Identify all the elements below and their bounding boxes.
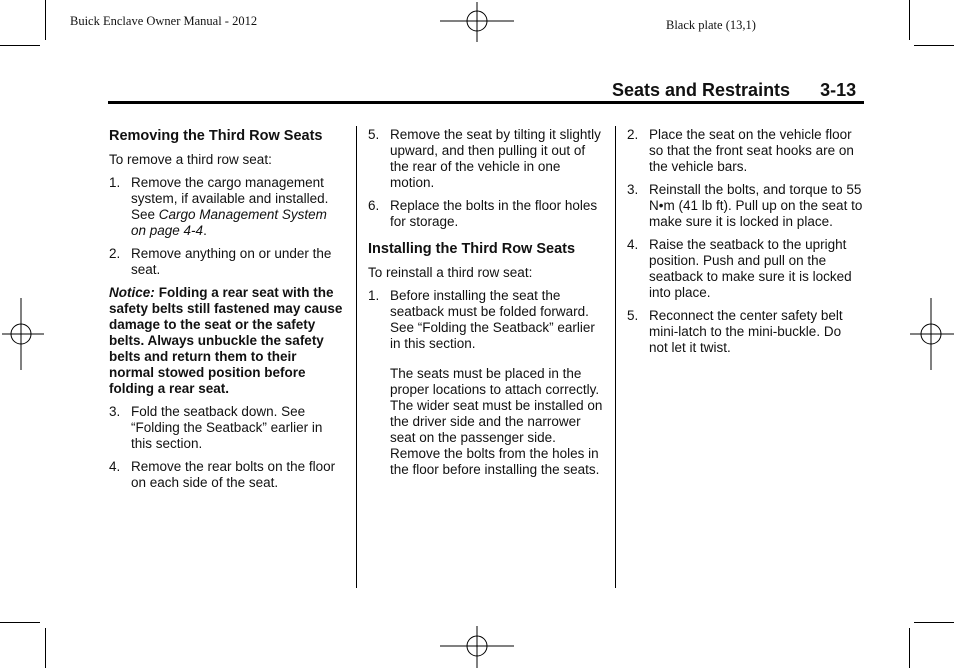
crop-mark-tr-v — [909, 0, 910, 40]
list-item — [368, 127, 604, 191]
crop-mark-bl-v — [45, 628, 46, 668]
step-text: Remove the seat by tilting it slightly upward, and then pulling it out of the rear of the vehicle in one motion. — [390, 127, 601, 190]
notice-label: Notice: — [109, 285, 155, 300]
page-number: 3-13 — [820, 80, 857, 100]
crop-mark-tr-h — [914, 45, 954, 46]
header-plate-info: Black plate (13,1) — [666, 18, 756, 32]
step-text — [131, 175, 345, 239]
column-divider-1 — [356, 126, 357, 588]
crop-mark-bl-h — [0, 622, 40, 623]
registration-mark-left-icon — [0, 298, 46, 370]
column-divider-2 — [615, 126, 616, 588]
heading-removing-third-row-seats: Removing the Third Row Seats — [109, 128, 323, 144]
step-text: Remove anything on or under the seat. — [131, 246, 332, 277]
list-item — [109, 246, 345, 278]
step-text-part: Remove the cargo management system, if available and installed. See — [131, 175, 329, 222]
column-1 — [109, 127, 345, 498]
step-number: 2. — [627, 127, 639, 142]
crop-mark-tl-h — [0, 45, 40, 46]
list-item — [627, 237, 863, 301]
list-item — [109, 459, 345, 491]
crop-mark-tl-v — [45, 0, 46, 40]
section-title — [612, 80, 856, 101]
crop-mark-br-v — [909, 628, 910, 668]
notice-block — [109, 285, 345, 397]
step-text: Raise the seatback to the upright position. Push and pull on the seatback to make sure it is locked into place. — [649, 237, 852, 300]
step-number: 2. — [109, 246, 121, 261]
step-number: 6. — [368, 198, 380, 213]
header-manual-title: Buick Enclave Owner Manual - 2012 — [70, 14, 258, 28]
step-number: 4. — [627, 237, 639, 252]
list-item — [627, 182, 863, 230]
list-item — [368, 198, 604, 230]
step-text: Reconnect the center safety belt mini-latch to the mini-buckle. Do not let it twist. — [649, 308, 843, 355]
list-item — [109, 175, 345, 239]
step-number: 1. — [368, 288, 380, 303]
step-number: 5. — [627, 308, 639, 323]
column-2 — [368, 127, 604, 485]
step-text: Replace the bolts in the floor holes for storage. — [390, 198, 598, 229]
step-text: Place the seat on the vehicle floor so that the front seat hooks are on the vehicle bars. — [649, 127, 854, 174]
step-text: Reinstall the bolts, and torque to 55 N•m (41 lb ft). Pull up on the seat to make sure it is locked in place. — [649, 182, 863, 229]
step-text: Before installing the seat the seatback must be folded forward. See “Folding the Seatback” earlier in this section. — [390, 288, 595, 351]
header-rule — [108, 101, 864, 104]
section-name: Seats and Restraints — [612, 80, 791, 100]
crop-mark-br-h — [914, 622, 954, 623]
list-item — [109, 404, 345, 452]
heading-installing-third-row-seats: Installing the Third Row Seats — [368, 241, 576, 257]
step-text: Fold the seatback down. See “Folding the Seatback” earlier in this section. — [131, 404, 323, 451]
column-3 — [627, 127, 863, 363]
list-item — [368, 288, 604, 352]
cross-reference: Cargo Management System on page 4-4 — [131, 207, 327, 238]
registration-mark-right-icon — [908, 298, 954, 370]
notice-text: Folding a rear seat with the safety belts still fastened may cause damage to the seat or the safety belts. Always unbuckle the safety belts and return them to their normal stowed position before folding a rear seat. — [109, 285, 343, 396]
registration-mark-bottom-icon — [440, 624, 514, 668]
step-number: 4. — [109, 459, 121, 474]
intro-remove: To remove a third row seat: — [109, 152, 272, 167]
registration-mark-top-icon — [440, 0, 514, 46]
list-item — [627, 308, 863, 356]
intro-install: To reinstall a third row seat: — [368, 265, 533, 280]
list-item — [627, 127, 863, 175]
step-text-end: . — [203, 223, 207, 238]
step-number: 3. — [627, 182, 639, 197]
step-note: The seats must be placed in the proper locations to attach correctly. The wider seat must be installed on the driver side and the narrower seat on the passenger side. Remove the bolts from the holes in the floor before installing the seats. — [390, 366, 603, 477]
step-number: 1. — [109, 175, 121, 190]
step-number: 5. — [368, 127, 380, 142]
step-text: Remove the rear bolts on the floor on each side of the seat. — [131, 459, 336, 490]
step-number: 3. — [109, 404, 121, 419]
